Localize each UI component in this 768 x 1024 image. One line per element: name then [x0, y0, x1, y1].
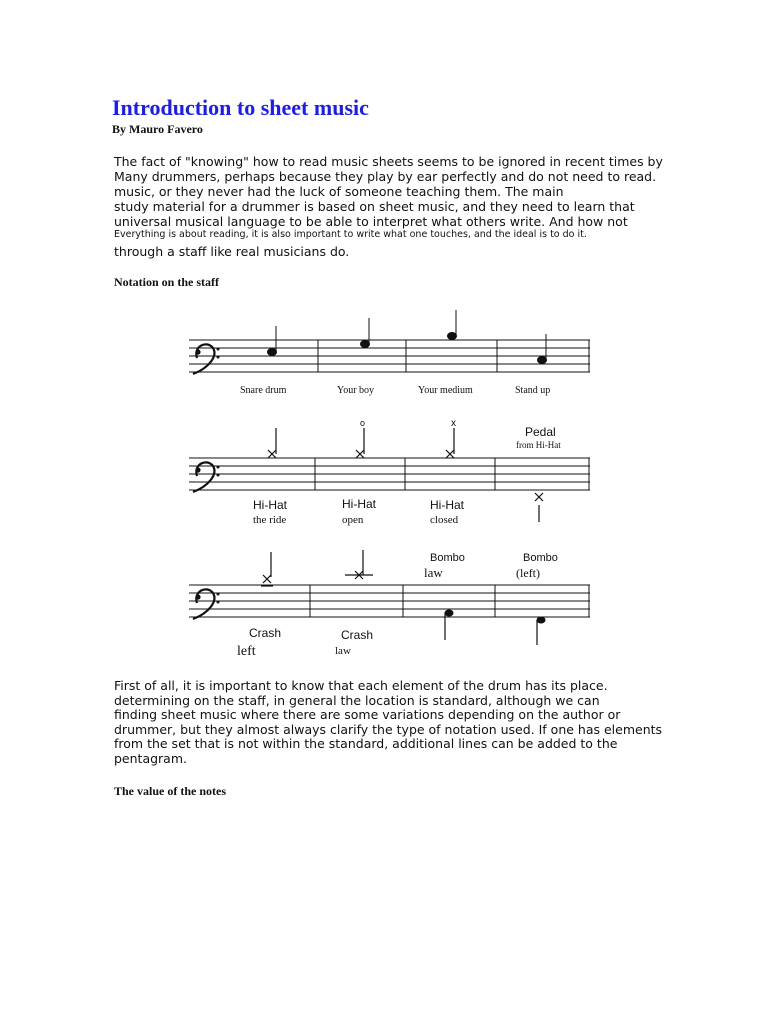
label-bombo-law: Bombo	[430, 552, 465, 564]
intro-line: music, or they never had the luck of someone teaching them. The main	[114, 184, 564, 199]
mark-closed: x	[451, 418, 456, 429]
sublabel-bombo-law: law	[424, 565, 443, 580]
drum-notation-figure	[185, 300, 595, 670]
body-line: drummer, but they almost always clarify the type of notation used. If one has elements	[114, 722, 663, 737]
label-bombo-left: Bombo	[523, 552, 558, 564]
label-snare-drum: Snare drum	[240, 385, 287, 396]
label-your-boy: Your boy	[337, 385, 375, 396]
sublabel-closed: closed	[430, 514, 459, 526]
label-crash-law: Crash	[341, 628, 374, 642]
article-title: Introduction to sheet music	[112, 95, 369, 120]
bass-clef-icon	[193, 462, 220, 492]
sublabel-crash-left: left	[237, 644, 256, 659]
staff-row-1	[189, 340, 590, 372]
intro-line: study material for a drummer is based on sheet music, and they need to learn that	[114, 199, 635, 214]
staff-row-2	[189, 458, 590, 490]
body-line: from the set that is not within the standard, additional lines can be added to the	[114, 736, 618, 751]
intro-line: The fact of "knowing" how to read music sheets seems to be ignored in recent times by	[114, 154, 663, 169]
label-your-medium: Your medium	[418, 385, 473, 396]
label-hi-hat-closed: Hi-Hat	[430, 498, 465, 512]
label-from-hi-hat: from Hi-Hat	[516, 440, 561, 450]
sublabel-bombo-left: (left)	[516, 566, 540, 580]
article-byline: By Mauro Favero	[112, 122, 203, 136]
sublabel-crash-law: law	[335, 645, 351, 657]
label-hi-hat-ride: Hi-Hat	[253, 498, 288, 512]
intro-line: universal musical language to be able to interpret what others write. And how not	[114, 214, 628, 229]
intro-line: through a staff like real musicians do.	[114, 244, 350, 259]
sublabel-open: open	[342, 514, 364, 526]
mark-open: o	[360, 418, 366, 428]
sublabel-the-ride: the ride	[253, 514, 287, 526]
label-hi-hat-open: Hi-Hat	[342, 497, 377, 511]
section-heading-note-values: The value of the notes	[114, 784, 226, 798]
section-heading-notation: Notation on the staff	[114, 275, 219, 289]
intro-line: Everything is about reading, it is also important to write what one touches, and the ideal is to do it.	[114, 229, 587, 240]
bass-clef-icon	[193, 589, 220, 619]
body-line: pentagram.	[114, 751, 187, 766]
bass-clef-icon	[193, 344, 220, 374]
body-line: First of all, it is important to know that each element of the drum has its place.	[114, 678, 608, 693]
label-crash-left: Crash	[249, 626, 282, 640]
intro-line: Many drummers, perhaps because they play by ear perfectly and do not need to read.	[114, 169, 657, 184]
row1-notes	[268, 310, 547, 364]
label-stand-up: Stand up	[515, 385, 551, 396]
label-pedal: Pedal	[525, 425, 556, 439]
body-line: finding sheet music where there are some variations depending on the author or	[114, 707, 621, 722]
row3-notes	[261, 550, 537, 645]
staff-row-3	[189, 585, 590, 617]
body-line: determining on the staff, in general the location is standard, although we can	[114, 693, 600, 708]
